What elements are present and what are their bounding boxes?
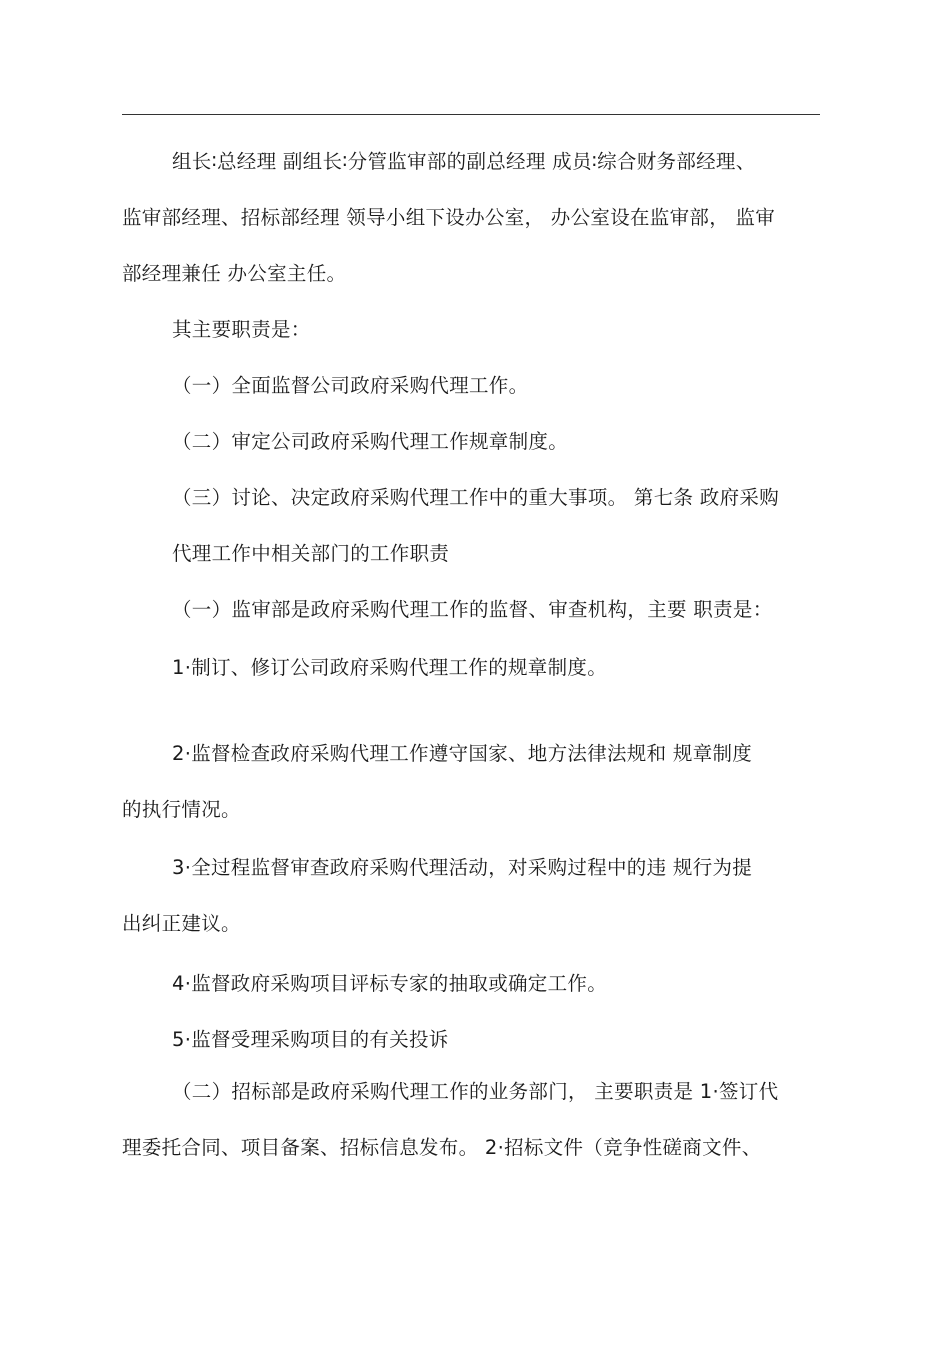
- text-line: 代理工作中相关部门的工作职责: [172, 542, 450, 565]
- text-line: 4·监督政府采购项目评标专家的抽取或确定工作。: [172, 972, 608, 995]
- text-line: 理委托合同、项目备案、招标信息发布。 2·招标文件（竞争性磋商文件、: [122, 1136, 762, 1159]
- text-line: （二）招标部是政府采购代理工作的业务部门， 主要职责是 1·签订代: [172, 1080, 779, 1103]
- text-line: 监审部经理、招标部经理 领导小组下设办公室， 办公室设在监审部， 监审: [122, 206, 776, 229]
- text-line: 1·制订、修订公司政府采购代理工作的规章制度。: [172, 656, 608, 679]
- text-line: 3·全过程监督审查政府采购代理活动，对采购过程中的违 规行为提: [172, 856, 753, 879]
- text-line: （二）审定公司政府采购代理工作规章制度。: [172, 430, 569, 453]
- text-line: 其主要职责是：: [172, 318, 311, 341]
- text-line: （一）全面监督公司政府采购代理工作。: [172, 374, 529, 397]
- text-line: 2·监督检查政府采购代理工作遵守国家、地方法律法规和 规章制度: [172, 742, 753, 765]
- text-line: 5·监督受理采购项目的有关投诉: [172, 1028, 449, 1051]
- header-rule: [122, 114, 820, 115]
- text-line: 部经理兼任 办公室主任。: [122, 262, 347, 285]
- text-line: 出纠正建议。: [122, 912, 241, 935]
- text-line: （三）讨论、决定政府采购代理工作中的重大事项。 第七条 政府采购: [172, 486, 779, 509]
- text-line: 的执行情况。: [122, 798, 241, 821]
- text-line: 组长∶总经理 副组长∶分管监审部的副总经理 成员∶综合财务部经理、: [172, 150, 756, 173]
- text-line: （一）监审部是政府采购代理工作的监督、审查机构，主要 职责是：: [172, 598, 773, 621]
